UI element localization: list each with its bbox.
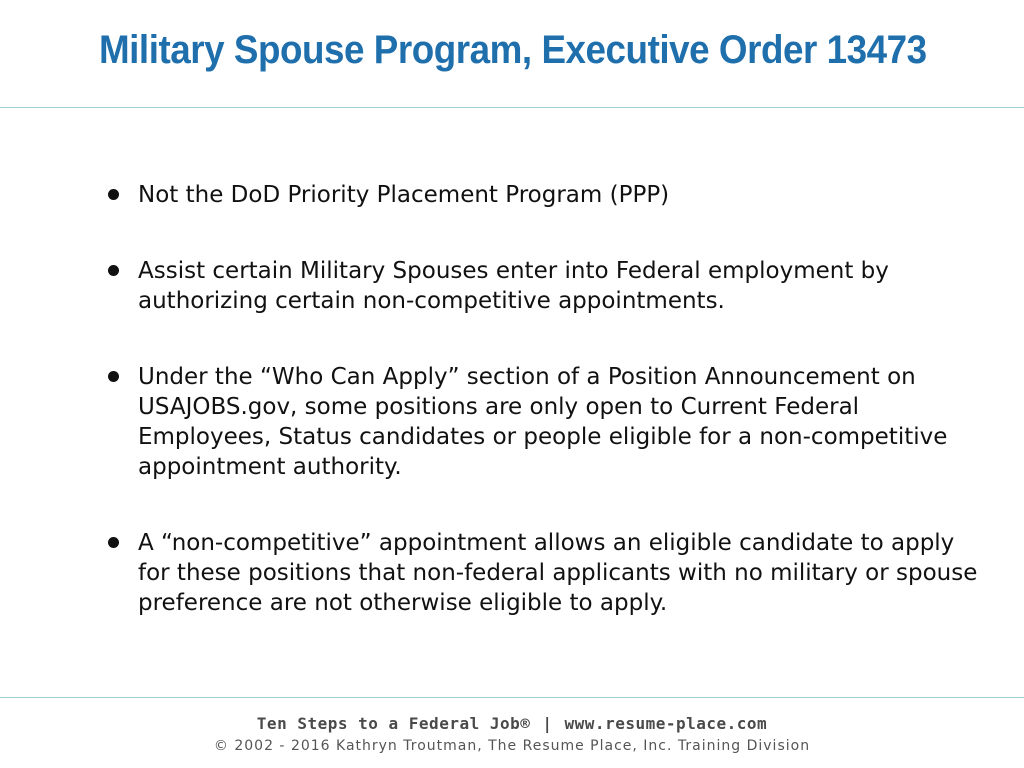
bullet-dot-icon <box>108 189 119 200</box>
footer-divider <box>0 697 1024 698</box>
footer-copyright: © 2002 - 2016 Kathryn Troutman, The Resume Place, Inc. Training Division <box>213 738 811 754</box>
bullet-text: Not the DoD Priority Placement Program (PPP) <box>138 182 670 208</box>
bullet-dot-icon <box>108 265 119 276</box>
bullet-dot-icon <box>108 371 119 382</box>
bullet-item <box>104 528 984 618</box>
footer-website-link[interactable]: www.resume-place.com <box>564 714 768 733</box>
slide-title: Military Spouse Program, Executive Order 13473 <box>98 28 927 72</box>
footer-book-title: Ten Steps to a Federal Job® <box>256 714 531 733</box>
bullet-list <box>104 180 984 618</box>
title-divider <box>0 107 1024 108</box>
bullet-text: A “non-competitive” appointment allows an eligible candidate to apply for these positions that non-federal applicants with no military or spouse preference are not otherwise eligible to apply. <box>138 530 978 616</box>
bullet-item <box>104 180 984 210</box>
footer-separator: | <box>542 714 553 733</box>
bullet-text: Under the “Who Can Apply” section of a Position Announcement on USAJOBS.gov, some positions are only open to Current Federal Employees, Status candidates or people eligible for a non-competitive appointment authority. <box>138 364 948 480</box>
bullet-item <box>104 362 984 482</box>
bullet-item <box>104 256 984 316</box>
bullet-dot-icon <box>108 537 119 548</box>
footer-branding <box>0 714 1024 733</box>
bullet-text: Assist certain Military Spouses enter into Federal employment by authorizing certain non-competitive appointments. <box>138 258 889 314</box>
